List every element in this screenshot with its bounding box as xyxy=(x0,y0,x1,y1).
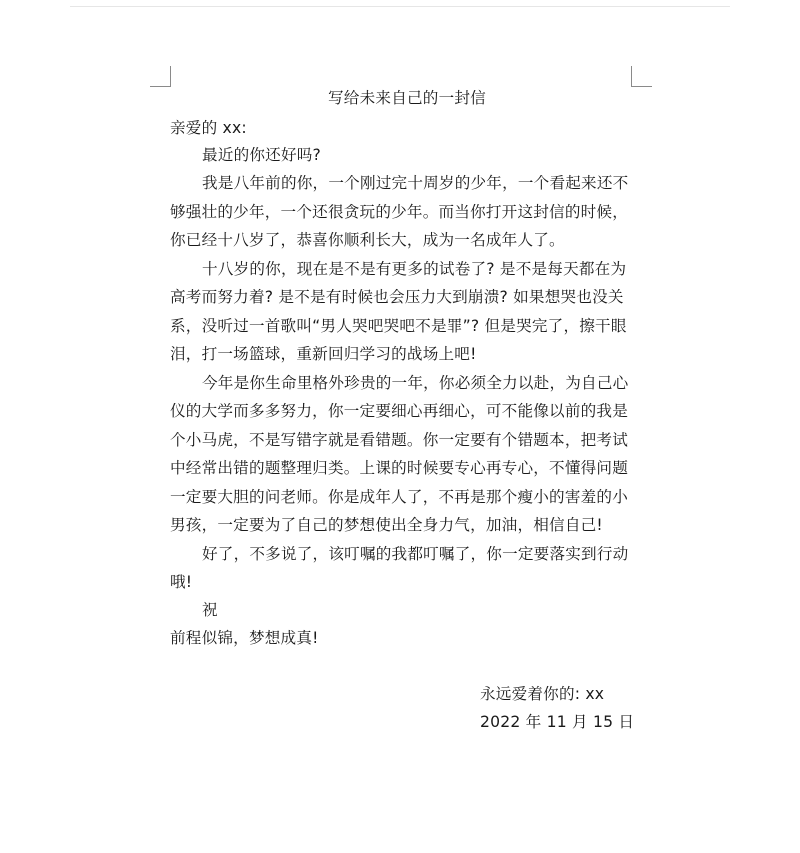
paragraph-3-line-2: 高考而努力着? 是不是有时候也会压力大到崩溃? 如果想哭也没关 xyxy=(170,288,624,306)
paragraph-2-line-3: 你已经十八岁了，恭喜你顺利长大，成为一名成年人了。 xyxy=(170,231,565,249)
letter-date: 2022 年 11 月 15 日 xyxy=(480,713,635,731)
paragraph-3-line-4: 泪，打一场篮球，重新回归学习的战场上吧! xyxy=(170,345,477,363)
paragraph-5-line-2: 哦! xyxy=(170,573,193,591)
paragraph-4-line-5: 一定要大胆的问老师。你是成年人了，不再是那个瘦小的害羞的小 xyxy=(170,488,629,506)
paragraph-3-line-3: 系，没听过一首歌叫“男人哭吧哭吧不是罪”? 但是哭完了，擦干眼 xyxy=(170,317,627,335)
paragraph-5-line-1: 好了，不多说了，该叮嘱的我都叮嘱了，你一定要落实到行动 xyxy=(202,545,629,563)
margin-corner-mark-left xyxy=(150,66,171,87)
paragraph-1-line-1: 最近的你还好吗? xyxy=(202,146,322,164)
paragraph-4-line-3: 个小马虎，不是写错字就是看错题。你一定要有个错题本，把考试 xyxy=(170,431,629,449)
letter-title: 写给未来自己的一封信 xyxy=(328,89,486,107)
page-top-rule xyxy=(70,6,730,7)
paragraph-3-line-1: 十八岁的你，现在是不是有更多的试卷了? 是不是每天都在为 xyxy=(202,260,627,278)
paragraph-4-line-1: 今年是你生命里格外珍贵的一年，你必须全力以赴，为自己心 xyxy=(202,374,629,392)
paragraph-4-line-6: 男孩，一定要为了自己的梦想使出全身力气，加油，相信自己! xyxy=(170,516,603,534)
paragraph-4-line-2: 仪的大学而多多努力，你一定要细心再细心，可不能像以前的我是 xyxy=(170,402,629,420)
salutation: 亲爱的 xx: xyxy=(170,119,247,137)
paragraph-4-line-4: 中经常出错的题整理归类。上课的时候要专心再专心，不懂得问题 xyxy=(170,459,629,477)
paragraph-2-line-2: 够强壮的少年，一个还很贪玩的少年。而当你打开这封信的时候， xyxy=(170,203,629,221)
closing-wish: 前程似锦，梦想成真! xyxy=(170,629,319,647)
signature: 永远爱着你的: xx xyxy=(480,685,605,703)
paragraph-2-line-1: 我是八年前的你，一个刚过完十周岁的少年，一个看起来还不 xyxy=(202,174,629,192)
margin-corner-mark-right xyxy=(631,66,652,87)
closing: 祝 xyxy=(202,601,218,619)
